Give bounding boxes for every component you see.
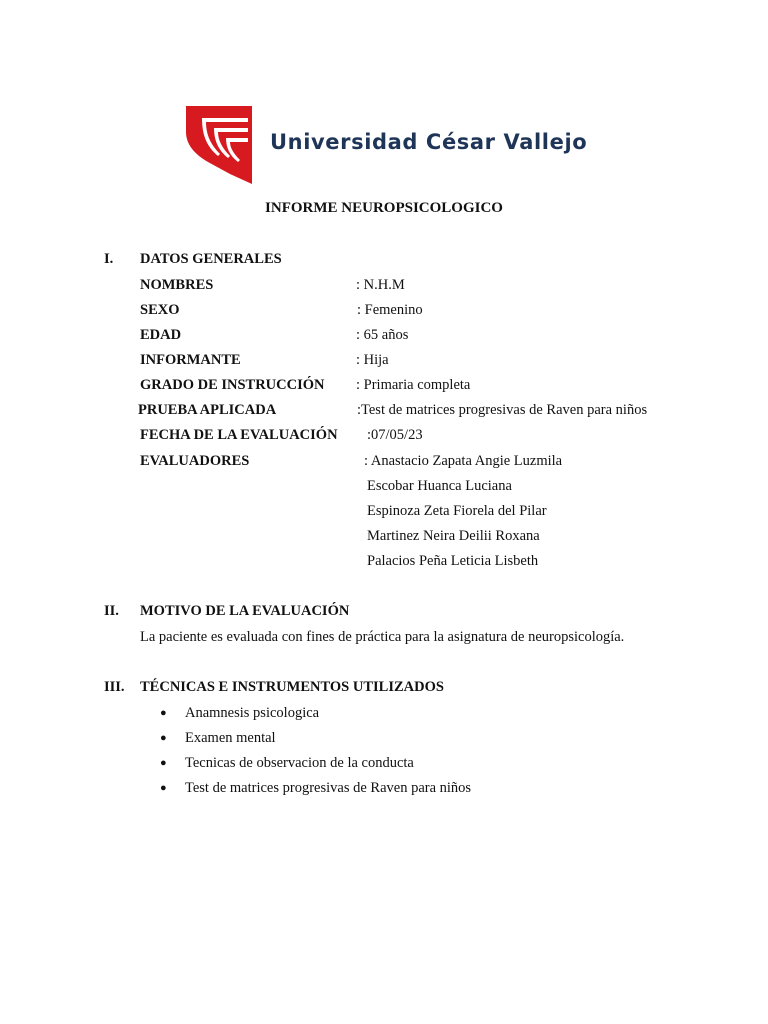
section-1-heading: DATOS GENERALES [140, 251, 282, 267]
field-value-evaluadores: : Anastacio Zapata Angie Luzmila [364, 453, 563, 469]
section-3-numeral: III. [104, 679, 125, 695]
field-value-sexo: : Femenino [357, 302, 423, 318]
field-label-sexo: SEXO [140, 302, 180, 318]
section-2-text: La paciente es evaluada con fines de práctica para la asignatura de neuropsicología. [140, 629, 625, 645]
field-label-edad: EDAD [140, 327, 182, 343]
field-value-prueba-aplicada: :Test de matrices progresivas de Raven para niños [357, 402, 648, 418]
field-label-grado-instruccion: GRADO DE INSTRUCCIÓN [140, 377, 325, 393]
field-label-nombres: NOMBRES [140, 277, 214, 293]
field-value-informante: : Hija [356, 352, 389, 368]
evaluador-name: Palacios Peña Leticia Lisbeth [367, 553, 539, 569]
evaluador-name: Escobar Huanca Luciana [367, 478, 512, 494]
section-2-numeral: II. [104, 603, 119, 619]
evaluador-name: Espinoza Zeta Fiorela del Pilar [367, 503, 547, 519]
bullet-icon: ● [160, 732, 167, 744]
list-item: Tecnicas de observacion de la conducta [185, 755, 414, 771]
bullet-icon: ● [160, 757, 167, 769]
field-value-edad: : 65 años [356, 327, 409, 343]
field-value-grado-instruccion: : Primaria completa [356, 377, 471, 393]
university-name: Universidad César Vallejo [270, 130, 588, 154]
field-label-informante: INFORMANTE [140, 352, 241, 368]
evaluador-name: Martinez Neira Deilii Roxana [367, 528, 540, 544]
field-label-fecha-evaluacion: FECHA DE LA EVALUACIÓN [140, 427, 338, 443]
university-shield-icon [184, 104, 264, 188]
section-3-heading: TÉCNICAS E INSTRUMENTOS UTILIZADOS [140, 679, 444, 695]
list-item: Anamnesis psicologica [185, 705, 320, 721]
bullet-icon: ● [160, 782, 167, 794]
field-value-nombres: : N.H.M [356, 277, 405, 293]
document-title: INFORME NEUROPSICOLOGICO [265, 200, 503, 216]
list-item: Examen mental [185, 730, 276, 746]
field-label-evaluadores: EVALUADORES [140, 453, 250, 469]
university-logo [184, 104, 588, 188]
bullet-icon: ● [160, 707, 167, 719]
section-2-heading: MOTIVO DE LA EVALUACIÓN [140, 603, 350, 619]
field-label-prueba-aplicada: PRUEBA APLICADA [138, 402, 277, 418]
field-value-fecha-evaluacion: :07/05/23 [367, 427, 423, 443]
list-item: Test de matrices progresivas de Raven para niños [185, 780, 472, 796]
section-1-numeral: I. [104, 251, 114, 267]
